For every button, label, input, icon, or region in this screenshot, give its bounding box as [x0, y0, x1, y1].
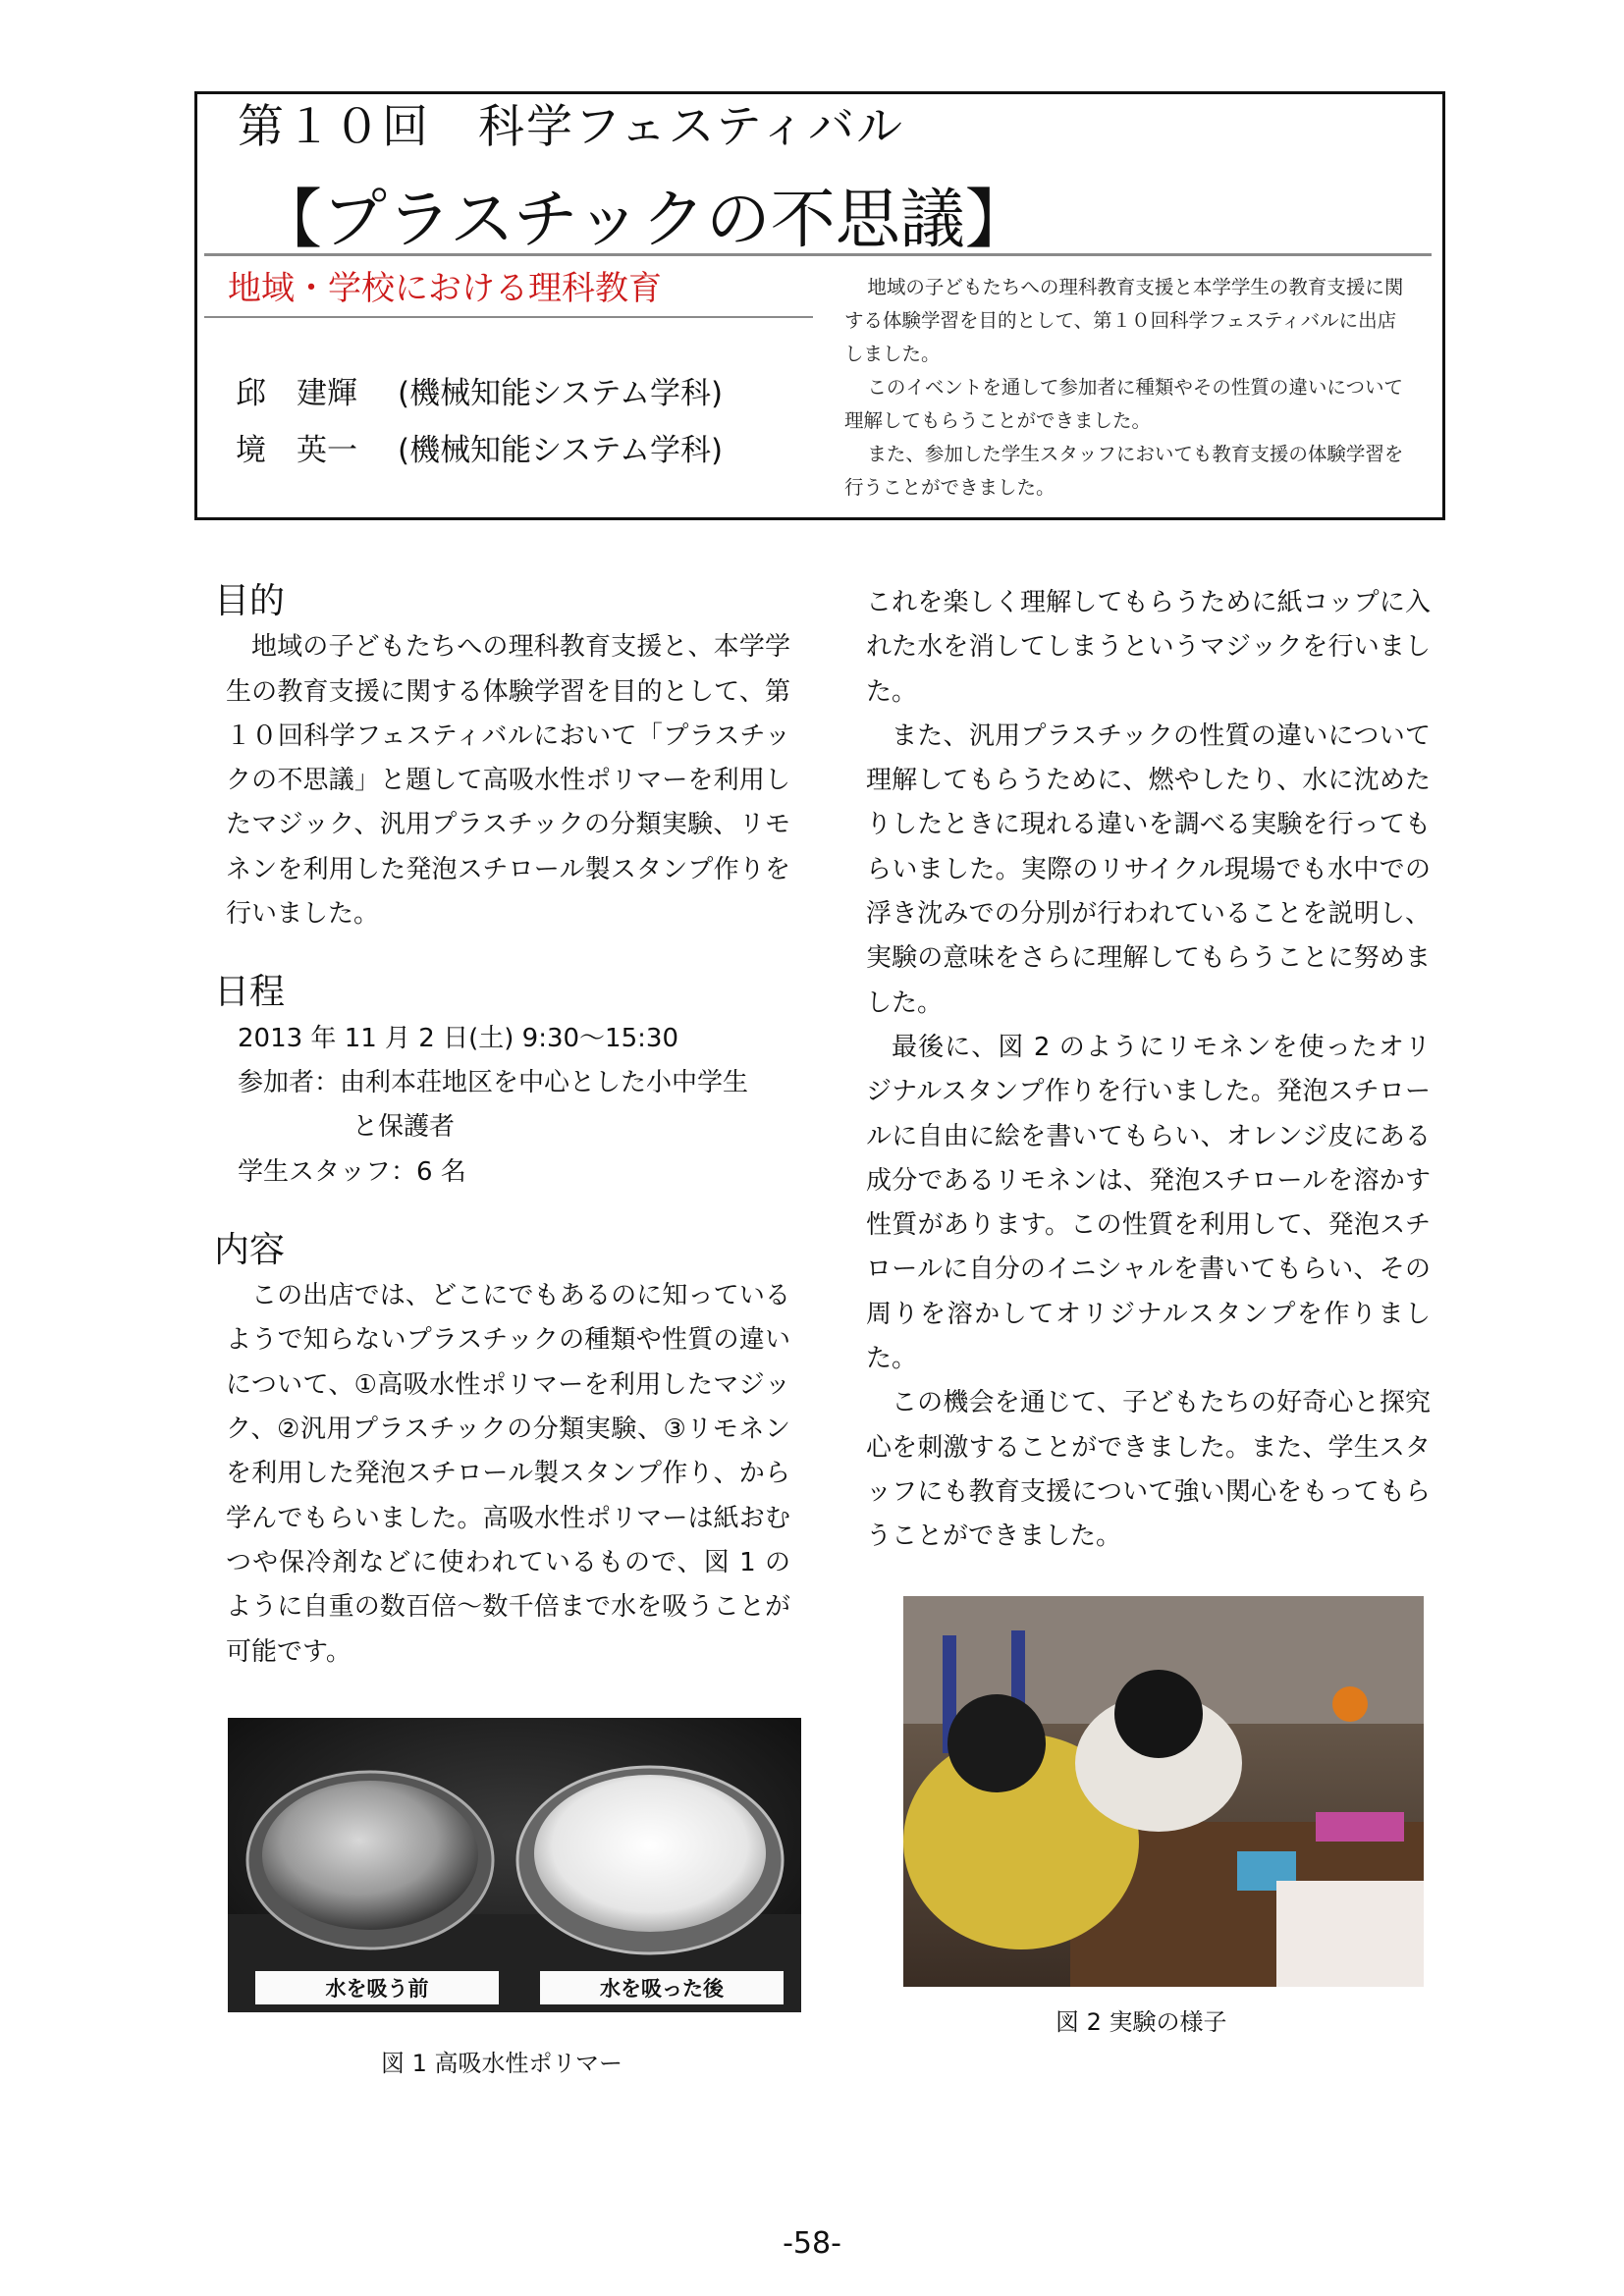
- participants-label: 参加者：: [238, 1067, 341, 1097]
- author-2: [236, 425, 723, 469]
- participants-value: 由利本荘地区を中心とした小中学生: [340, 1067, 749, 1097]
- left-column: [214, 579, 790, 1675]
- author-name: 境 英一: [236, 433, 357, 468]
- right-paragraph: この機会を通じて、子どもたちの好奇心と探究心を刺激することができました。また、学生スタッフにも教育支援について強い関心をもってもらうことができました。: [866, 1388, 1431, 1552]
- label-after: 水を吸った後: [600, 1977, 724, 2001]
- schedule-participants: [238, 1061, 790, 1105]
- polymer-dishes-image: [228, 1718, 801, 2012]
- abstract: [844, 271, 1404, 505]
- participants-cont: と保護者: [352, 1112, 456, 1143]
- section-heading-schedule: 日程: [214, 972, 286, 1013]
- label-before: 水を吸う前: [325, 1977, 429, 2001]
- right-paragraph: これを楽しく理解してもらうために紙コップに入れた水を消してしまうというマジックを行いました。: [866, 588, 1431, 707]
- experiment-scene-image: [903, 1596, 1424, 1987]
- section-heading-purpose: 目的: [214, 581, 286, 621]
- schedule-date: 2013 年 11 月 2 日(土) 9:30～15:30: [238, 1023, 678, 1053]
- author-name: 邱 建輝: [236, 376, 357, 411]
- abstract-paragraph: また、参加した学生スタッフにおいても教育支援の体験学習を行うことができました。: [844, 443, 1404, 499]
- figure-1-caption: 図 1 高吸水性ポリマー: [381, 2050, 623, 2077]
- right-paragraph: 最後に、図 2 のようにリモネンを使ったオリジナルスタンプ作りを行いました。発泡スチロールに自由に絵を書いてもらい、オレンジ皮にある成分であるリモネンは、発泡スチロールを溶かす性質があります。この性質を利用して、発泡スチロールに自分のイニシャルを書いてもらい、その周りを溶かしてオリジナルスタンプを作りました。: [866, 1032, 1431, 1374]
- author-dept: (機械知能システム学科): [398, 376, 724, 411]
- figure-1-photo: [228, 1718, 801, 2012]
- schedule-block: [226, 1017, 790, 1195]
- page-title: 【プラスチックの不思議】: [257, 182, 1030, 257]
- schedule-staff: 学生スタッフ：6 名: [238, 1156, 466, 1187]
- abstract-paragraph: このイベントを通して参加者に種類やその性質の違いについて理解してもらうことができました。: [844, 376, 1404, 432]
- field-divider: [204, 316, 813, 318]
- purpose-text: 地域の子どもたちへの理科教育支援と、本学学生の教育支援に関する体験学習を目的として、第１０回科学フェスティバルにおいて「プラスチックの不思議」と題して高吸水性ポリマーを利用したマジック、汎用プラスチックの分類実験、リモネンを利用した発泡スチロール製スタンプ作りを行いました。: [226, 632, 790, 930]
- content-text: この出店では、どこにでもあるのに知っているようで知らないプラスチックの種類や性質の違いについて、①高吸水性ポリマーを利用したマジック、②汎用プラスチックの分類実験、③リモネンを利用した発泡スチロール製スタンプ作り、から学んでもらいました。高吸水性ポリマーは紙おむつや保冷剤などに使われているもので、図 1 のように自重の数百倍～数千倍まで水を吸うことが可能です。: [226, 1281, 790, 1667]
- author-dept: (機械知能システム学科): [398, 433, 724, 468]
- figure-2-photo: [903, 1596, 1424, 1987]
- title-divider: [204, 253, 1432, 256]
- festival-title: 第１０回 科学フェスティバル: [238, 100, 904, 154]
- author-1: [236, 368, 723, 412]
- abstract-paragraph: 地域の子どもたちへの理科教育支援と本学学生の教育支援に関する体験学習を目的として、第１０回科学フェスティバルに出店しました。: [844, 276, 1404, 365]
- page-number: -58-: [783, 2226, 841, 2261]
- field-heading: 地域・学校における理科教育: [228, 269, 662, 308]
- right-paragraph: また、汎用プラスチックの性質の違いについて理解してもらうために、燃やしたり、水に沈めたりしたときに現れる違いを調べる実験を行ってもらいました。実際のリサイクル現場でも水中での浮き沈みでの分別が行われていることを説明し、実験の意味をさらに理解してもらうことに努めました。: [866, 721, 1431, 1018]
- right-column: [866, 581, 1431, 1560]
- figure-2-caption: 図 2 実験の様子: [1056, 2008, 1227, 2036]
- section-heading-content: 内容: [214, 1229, 286, 1270]
